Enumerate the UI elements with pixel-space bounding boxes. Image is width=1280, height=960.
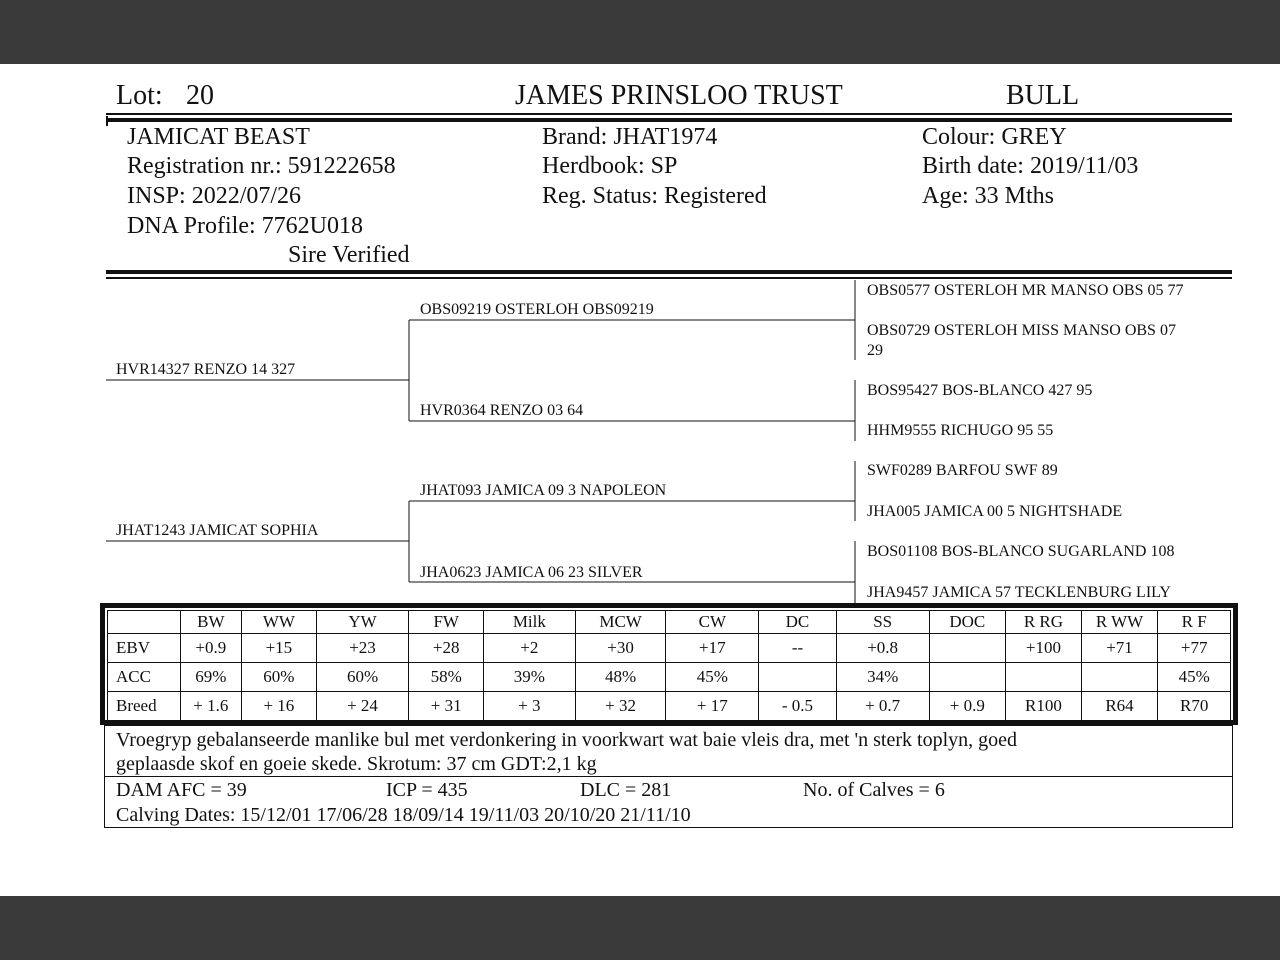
- pedigree-ggp-6: JHA005 JAMICA 00 5 NIGHTSHADE: [867, 503, 1123, 520]
- animal-name: JAMICAT BEAST: [127, 124, 310, 150]
- ebv-col-header: R WW: [1081, 611, 1158, 634]
- pedigree-ggp-1: OBS0577 OSTERLOH MR MANSO OBS 05 77: [867, 282, 1184, 299]
- pedigree-ggp-3: BOS95427 BOS-BLANCO 427 95: [867, 382, 1093, 399]
- ebv-col-header: SS: [836, 611, 929, 634]
- ebv-cell: [759, 663, 837, 692]
- pedigree-ggp-8: JHA9457 JAMICA 57 TECKLENBURG LILY: [867, 584, 1171, 601]
- dam-afc: DAM AFC = 39: [116, 779, 247, 801]
- ebv-col-header: Milk: [483, 611, 575, 634]
- breeder-name: JAMES PRINSLOO TRUST: [515, 80, 843, 111]
- herdbook: Herdbook: SP: [542, 153, 678, 179]
- ebv-cell: + 24: [316, 692, 409, 721]
- pedigree-ggp-5: SWF0289 BARFOU SWF 89: [867, 462, 1058, 479]
- ebv-cell: +71: [1081, 634, 1158, 663]
- ebv-cell: +77: [1158, 634, 1231, 663]
- ebv-cell: +28: [409, 634, 484, 663]
- ebv-cell: +0.8: [836, 634, 929, 663]
- pedigree-dam-dam: JHA0623 JAMICA 06 23 SILVER: [420, 564, 643, 581]
- ebv-col-header: WW: [242, 611, 317, 634]
- dam-number-of-calves: No. of Calves = 6: [803, 779, 945, 801]
- ebv-col-header: MCW: [575, 611, 666, 634]
- ebv-cell: 69%: [180, 663, 241, 692]
- ebv-cell: --: [759, 634, 837, 663]
- ebv-col-header: R RG: [1006, 611, 1082, 634]
- registration-number: Registration nr.: 591222658: [127, 153, 396, 179]
- ebv-cell: +15: [242, 634, 317, 663]
- brand: Brand: JHAT1974: [542, 124, 718, 150]
- ebv-cell: + 0.7: [836, 692, 929, 721]
- ebv-cell: + 17: [666, 692, 759, 721]
- ebv-cell: +0.9: [180, 634, 241, 663]
- ebv-row-label: Breed: [108, 692, 181, 721]
- ebv-cell: R64: [1081, 692, 1158, 721]
- ebv-cell: + 0.9: [929, 692, 1006, 721]
- pedigree-dam-sire: JHAT093 JAMICA 09 3 NAPOLEON: [420, 482, 667, 499]
- dam-calving-dates: Calving Dates: 15/12/01 17/06/28 18/09/14 19/11/03 20/10/20 21/11/10: [116, 804, 691, 826]
- inspection-date: INSP: 2022/07/26: [127, 183, 302, 209]
- ebv-cell: +23: [316, 634, 409, 663]
- animal-sex: BULL: [1006, 80, 1080, 111]
- ebv-cell: 45%: [666, 663, 759, 692]
- registration-status: Reg. Status: Registered: [542, 183, 767, 209]
- ebv-row: [108, 634, 1231, 663]
- pedigree-ggp-7: BOS01108 BOS-BLANCO SUGARLAND 108: [867, 543, 1175, 560]
- ebv-col-header: DC: [759, 611, 837, 634]
- catalogue-page: [0, 64, 1280, 896]
- ebv-cell: [929, 663, 1006, 692]
- dam-dlc: DLC = 281: [580, 779, 672, 801]
- ebv-cell: R70: [1158, 692, 1231, 721]
- ebv-cell: + 32: [575, 692, 666, 721]
- ebv-cell: 39%: [483, 663, 575, 692]
- pedigree-ggp-2-cont: 29: [867, 342, 883, 359]
- ebv-cell: + 31: [409, 692, 484, 721]
- pedigree-sire-sire: OBS09219 OSTERLOH OBS09219: [420, 301, 654, 318]
- ebv-cell: +17: [666, 634, 759, 663]
- ebv-cell: + 3: [483, 692, 575, 721]
- ebv-cell: +30: [575, 634, 666, 663]
- pedigree-sire: HVR14327 RENZO 14 327: [116, 361, 296, 378]
- ebv-cell: +100: [1006, 634, 1082, 663]
- comments-line-2: geplaasde skof en goeie skede. Skrotum: 37 cm GDT:2,1 kg: [116, 753, 597, 775]
- ebv-col-header: FW: [409, 611, 484, 634]
- ebv-cell: 58%: [409, 663, 484, 692]
- ebv-row-label: ACC: [108, 663, 181, 692]
- ebv-cell: + 16: [242, 692, 317, 721]
- comments-line-1: Vroegryp gebalanseerde manlike bul met verdonkering in voorkwart wat baie vleis dra, met 'n sterk toplyn, goed: [116, 729, 1018, 751]
- ebv-header-row: [108, 611, 1231, 634]
- ebv-cell: 45%: [1158, 663, 1231, 692]
- ebv-corner-cell: [108, 611, 181, 634]
- ebv-cell: R100: [1006, 692, 1082, 721]
- ebv-col-header: DOC: [929, 611, 1006, 634]
- lot-number: 20: [186, 80, 214, 111]
- ebv-cell: + 1.6: [180, 692, 241, 721]
- birth-date: Birth date: 2019/11/03: [922, 153, 1139, 179]
- ebv-cell: [1081, 663, 1158, 692]
- pedigree-ggp-2: OBS0729 OSTERLOH MISS MANSO OBS 07: [867, 322, 1176, 339]
- ebv-row-label: EBV: [108, 634, 181, 663]
- sire-verified: Sire Verified: [288, 242, 410, 268]
- pedigree-sire-dam: HVR0364 RENZO 03 64: [420, 402, 584, 419]
- ebv-col-header: R F: [1158, 611, 1231, 634]
- ebv-col-header: YW: [316, 611, 409, 634]
- colour: Colour: GREY: [922, 124, 1067, 150]
- ebv-col-header: BW: [180, 611, 241, 634]
- ebv-cell: 48%: [575, 663, 666, 692]
- lot-label: Lot:: [116, 80, 163, 111]
- pedigree-dam: JHAT1243 JAMICAT SOPHIA: [116, 522, 319, 539]
- ebv-cell: 34%: [836, 663, 929, 692]
- age: Age: 33 Mths: [922, 183, 1054, 209]
- ebv-row: [108, 692, 1231, 721]
- ebv-cell: [929, 634, 1006, 663]
- dna-profile: DNA Profile: 7762U018: [127, 213, 363, 239]
- ebv-cell: +2: [483, 634, 575, 663]
- ebv-cell: [1006, 663, 1082, 692]
- ebv-cell: - 0.5: [759, 692, 837, 721]
- ebv-row: [108, 663, 1231, 692]
- ebv-table: [107, 610, 1231, 721]
- ebv-col-header: CW: [666, 611, 759, 634]
- ebv-cell: 60%: [316, 663, 409, 692]
- pedigree-ggp-4: HHM9555 RICHUGO 95 55: [867, 422, 1054, 439]
- dam-icp: ICP = 435: [386, 779, 468, 801]
- ebv-cell: 60%: [242, 663, 317, 692]
